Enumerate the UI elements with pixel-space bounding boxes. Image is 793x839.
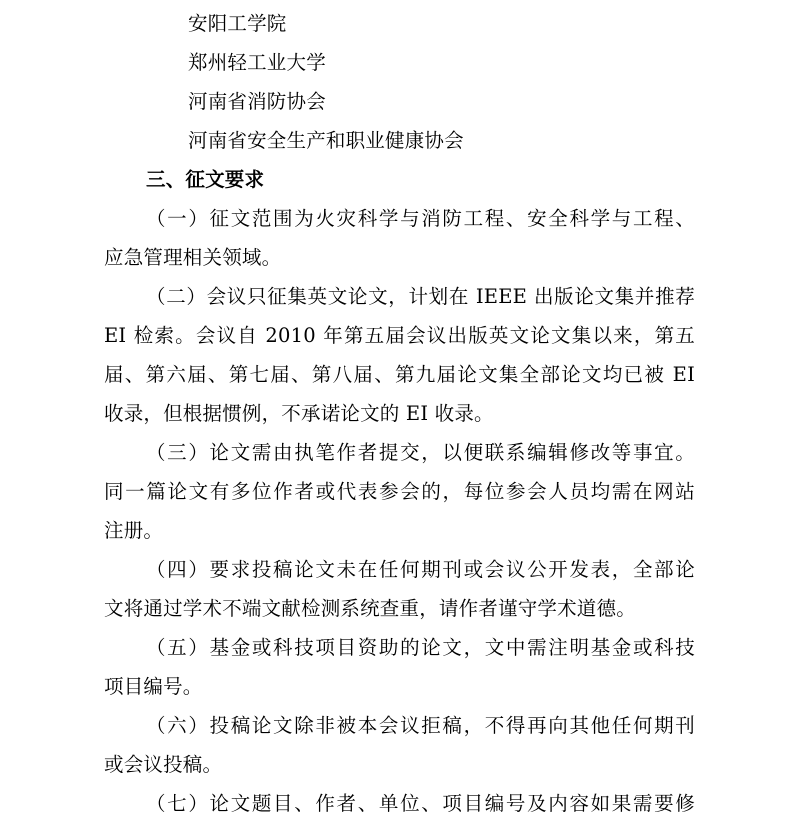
organizer-item: 安阳工学院 — [188, 12, 287, 35]
paragraph-line: 应急管理相关领域。 — [104, 246, 282, 269]
paragraph-line: 同一篇论文有多位作者或代表参会的，每位参会人员均需在网站 — [104, 480, 695, 503]
paragraph-line: 项目编号。 — [104, 675, 203, 698]
paragraph-line: 或会议投稿。 — [104, 753, 223, 776]
paragraph-line: （三）论文需由执笔作者提交，以便联系编辑修改等事宜。 — [146, 441, 695, 464]
paragraph-line: （四）要求投稿论文未在任何期刊或会议公开发表，全部论 — [146, 558, 695, 581]
paragraph-line: 届、第六届、第七届、第八届、第九届论文集全部论文均已被 EI — [104, 363, 695, 386]
paragraph-line: （一）征文范围为火灾科学与消防工程、安全科学与工程、 — [146, 207, 695, 230]
paragraph-line: 注册。 — [104, 519, 164, 542]
paragraph-line: 收录，但根据惯例，不承诺论文的 EI 收录。 — [104, 402, 494, 425]
paragraph-line: （七）论文题目、作者、单位、项目编号及内容如果需要修 — [146, 792, 695, 815]
paragraph-line: 文将通过学术不端文献检测系统查重，请作者谨守学术道德。 — [104, 597, 636, 620]
paragraph-line: （六）投稿论文除非被本会议拒稿，不得再向其他任何期刊 — [146, 714, 695, 737]
organizer-item: 河南省安全生产和职业健康协会 — [188, 129, 464, 152]
paragraph-line: （五）基金或科技项目资助的论文，文中需注明基金或科技 — [146, 636, 695, 659]
organizer-item: 郑州轻工业大学 — [188, 51, 326, 74]
paragraph-line: EI 检索。会议自 2010 年第五届会议出版英文论文集以来，第五 — [104, 324, 695, 347]
section-heading: 三、征文要求 — [146, 168, 265, 191]
paragraph-line: （二）会议只征集英文论文，计划在 IEEE 出版论文集并推荐 — [146, 285, 695, 308]
organizer-item: 河南省消防协会 — [188, 90, 326, 113]
